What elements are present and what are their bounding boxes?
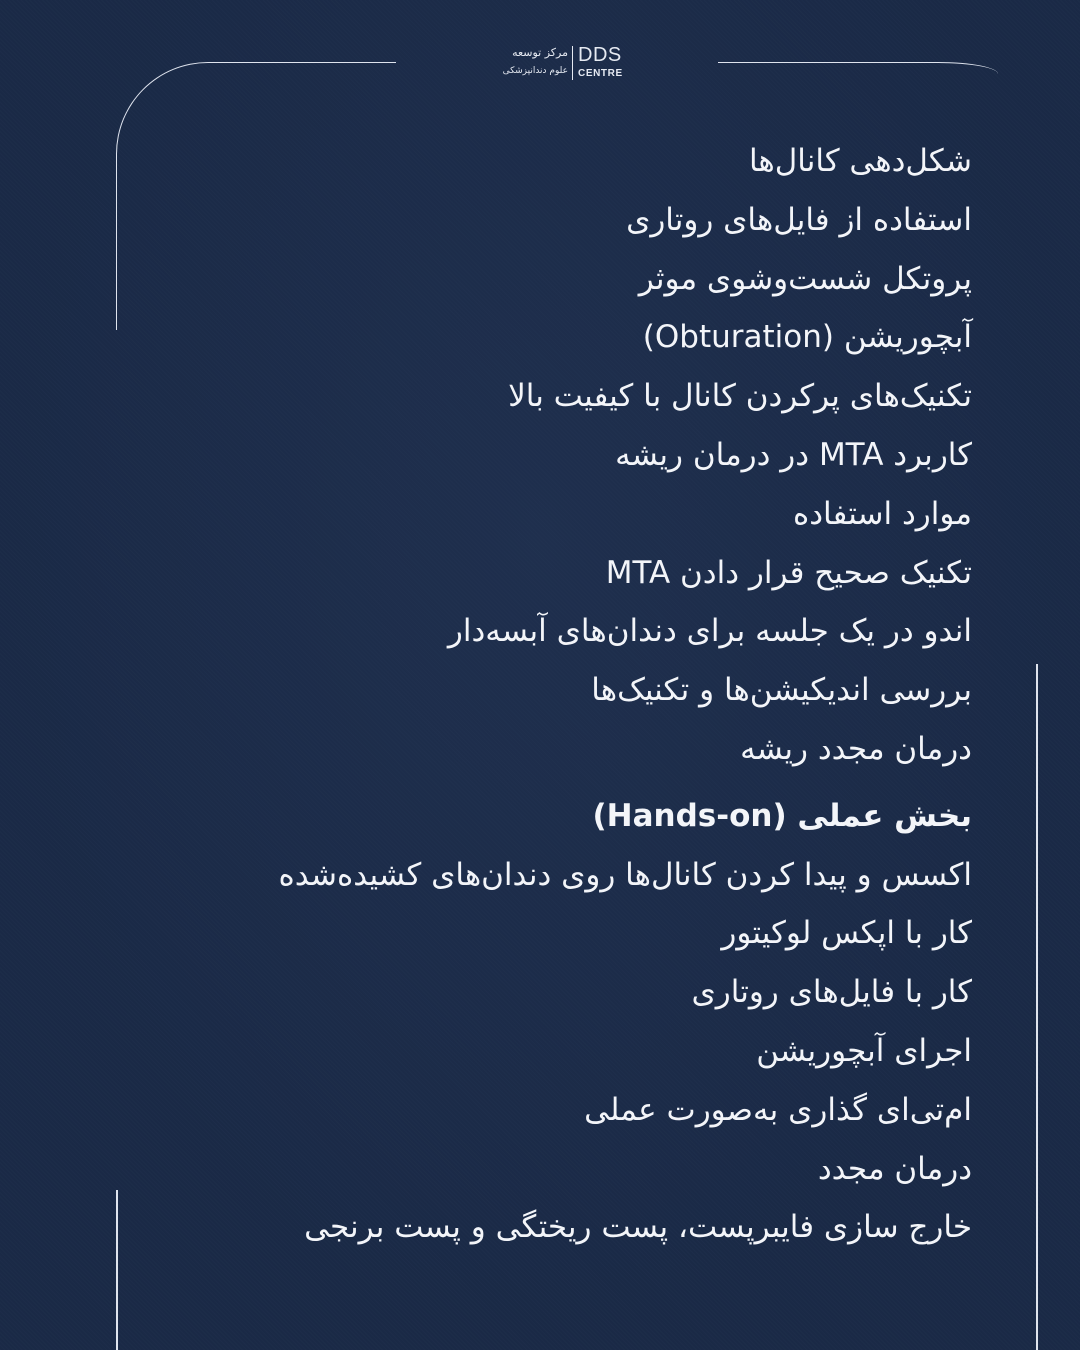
hands-on-item: اکسس و پیدا کردن کانال‌ها روی دندان‌های کشیده‌شده — [278, 856, 972, 893]
logo-separator — [572, 46, 573, 80]
topic-item: استفاده از فایل‌های روتاری — [626, 201, 972, 238]
course-outline — [252, 132, 972, 1257]
logo-subtitle: CENTRE — [578, 68, 623, 79]
hands-on-title: بخش عملی (Hands-on) — [592, 797, 972, 834]
hands-on-item: کار با فایل‌های روتاری — [691, 974, 972, 1011]
topic-item: آبچوریشن (Obturation) — [642, 319, 972, 356]
frame-top-right-line — [718, 62, 998, 102]
logo — [480, 42, 630, 84]
topic-item: تکنیک‌های پرکردن کانال با کیفیت بالا — [508, 378, 972, 415]
topic-item: شکل‌دهی کانال‌ها — [748, 143, 972, 179]
hands-on-item: ام‌تی‌ای گذاری به‌صورت عملی — [584, 1091, 972, 1128]
hands-on-item: اجرای آبچوریشن — [756, 1032, 972, 1069]
topic-item: موارد استفاده — [793, 495, 972, 532]
topic-item: کاربرد MTA در درمان ریشه — [615, 436, 972, 473]
logo-brand: DDS — [578, 44, 622, 66]
topic-item: درمان مجدد ریشه — [740, 730, 972, 767]
hands-on-item: کار با اپکس لوکیتور — [721, 915, 972, 952]
logo-persian-title: مرکز توسعه — [512, 46, 568, 59]
hands-on-item: خارج سازی فایبرپست، پست ریختگی و پست برنجی — [304, 1209, 972, 1246]
hands-on-item: درمان مجدد — [817, 1150, 972, 1187]
topic-item: بررسی اندیکیشن‌ها و تکنیک‌ها — [591, 672, 972, 709]
logo-persian-subtitle: علوم دندانپزشکی — [502, 66, 568, 76]
topic-item: اندو در یک جلسه برای دندان‌های آبسه‌دار — [447, 613, 972, 650]
topic-item: تکنیک صحیح قرار دادن MTA — [605, 554, 972, 591]
topic-item: پروتکل شست‌وشوی موثر — [638, 260, 972, 297]
frame-left-bottom-line — [116, 1190, 118, 1350]
frame-right-line — [1036, 664, 1038, 1350]
